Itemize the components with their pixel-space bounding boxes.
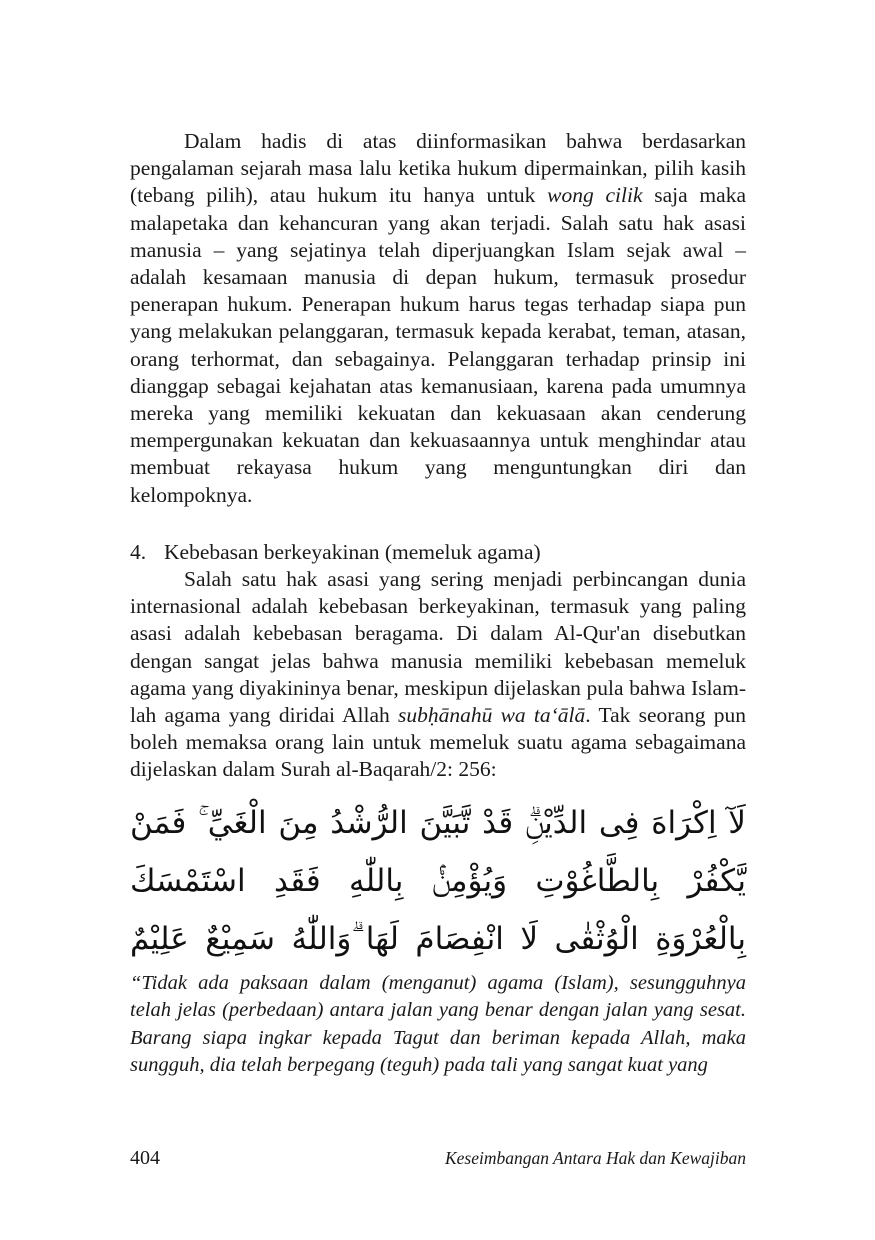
paragraph-text-continued: saja maka malapetaka dan kehancuran yang akan terjadi. Salah satu hak asasi manusia – yang sejatinya telah diperjuangkan Islam sejak awal – adalah kesamaan manusia di depan hukum, termasuk prosedur penerapan hukum. Penerapan hukum harus tegas terhadap siapa pun yang melakukan pelanggaran, termasuk kepada kerabat, teman, atasan, orang terhormat, dan sebagainya. Pelanggaran terhadap prinsip ini dianggap sebagai kejahatan atas kemanusiaan, karena pada umumnya mereka yang memiliki kekuatan dan kekuasaan akan cenderung mempergunakan kekuatan dan kekuasaannya untuk menghindar atau membuat rekayasa hukum yang menguntungkan diri dan kelompoknya. [130,183,746,507]
arabic-verse: لَآ اِكْرَاهَ فِى الدِّيْنِۗ قَدْ تَّبَيَّنَ الرُّشْدُ مِنَ الْغَيِّ ۚ فَمَنْ يَّكْفُرْ بِالطَّاغُوْتِ وَيُؤْمِنْۢ بِاللّٰهِ فَقَدِ اسْتَمْسَكَ بِالْعُرْوَةِ الْوُثْقٰى لَا انْفِصَامَ لَهَا ۗوَاللّٰهُ سَمِيْعٌ عَلِيْمٌ [130,804,746,957]
italic-term: wong cilik [547,183,643,208]
page-number: 404 [130,1147,160,1169]
section-heading [130,539,746,566]
paragraph-text: Dalam hadis di atas diinformasikan bahwa berdasarkan pengalaman sejarah masa lalu ketika hukum dipermainkan, pilih kasih (tebang pilih), atau hukum itu hanya untuk [130,129,746,208]
page-content [130,128,746,1080]
section-number: 4. [130,539,147,564]
section-title: Kebebasan berkeyakinan (memeluk agama) [164,539,541,564]
italic-term: subḥānahū wa ta‘ālā [398,703,586,728]
paragraph-text: Salah satu hak asasi yang sering menjadi perbincangan dunia internasional adalah kebebasan berkeyakinan, termasuk yang paling asasi adalah kebebasan beragama. Di dalam Al-Qur'an disebutkan dengan sangat jelas bahwa manusia memiliki kebebasan memeluk agama yang diyakininya benar, meskipun dijelaskan pula bahwa Islam-lah agama yang diridai Allah [130,567,746,728]
body-paragraph [130,128,746,509]
section-freedom-of-belief [130,539,746,1080]
verse-translation: “Tidak ada paksaan dalam (menganut) agama (Islam), sesungguhnya telah jelas (perbedaan) antara jalan yang benar dengan jalan yang sesat. Barang siapa ingkar kepada Tagut dan beriman kepada Allah, maka sungguh, dia telah berpegang (teguh) pada tali yang sangat kuat yang [130,971,746,1077]
running-title: Keseimbangan Antara Hak dan Kewajiban [444,1148,746,1168]
paragraph-text-continued: . Tak seorang pun boleh memaksa orang lain untuk memeluk suatu agama sebagaimana dijelaskan dalam Surah al-Baqarah/2: 256: [130,703,746,782]
section-paragraph [130,566,746,784]
page-footer [130,1144,746,1172]
